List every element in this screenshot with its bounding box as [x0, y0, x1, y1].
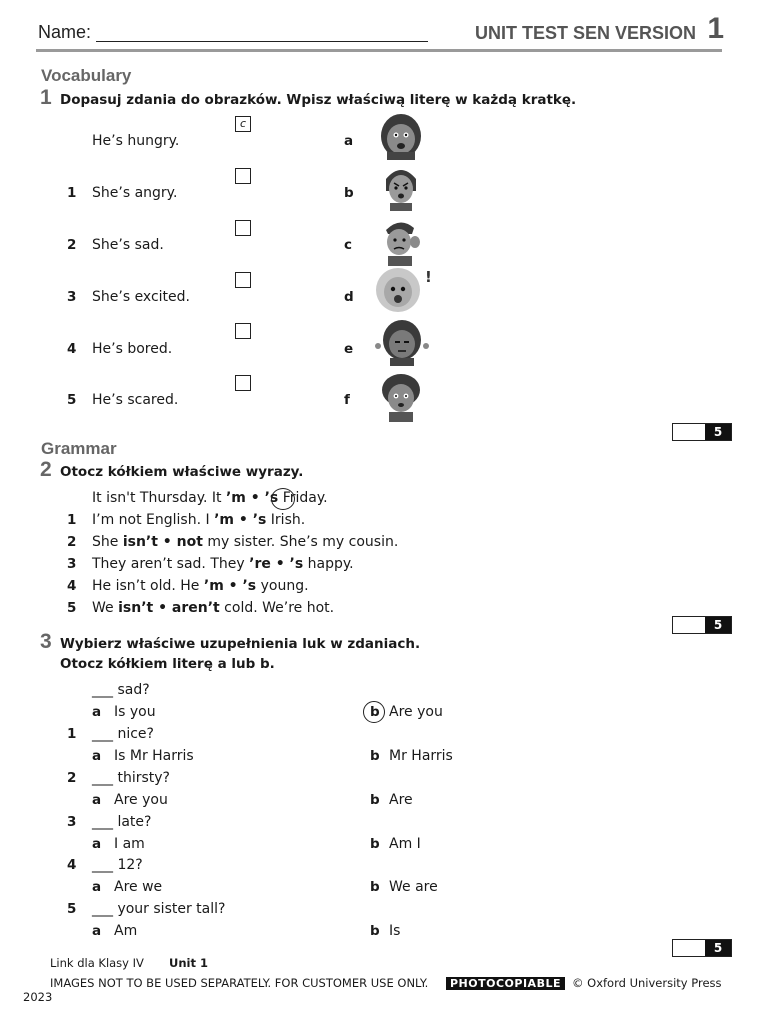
- answer-box-3[interactable]: [235, 272, 251, 288]
- hungry-boy-face-icon: [377, 112, 425, 160]
- question-text: ___ sad?: [92, 682, 150, 698]
- exercise-2-instruction: Otocz kółkiem właściwe wyrazy.: [60, 464, 304, 480]
- grammar-sentence: We isn’t • aren’t cold. We’re hot.: [92, 600, 335, 616]
- option-b-label[interactable]: b: [370, 836, 380, 852]
- question-number: 2: [67, 770, 77, 786]
- vocab-item-number: 3: [67, 289, 77, 305]
- score-box-exercise-3: [672, 939, 732, 957]
- exercise-3-number: 3: [40, 630, 52, 653]
- question-text: ___ late?: [92, 814, 152, 830]
- question-text: ___ 12?: [92, 857, 143, 873]
- vocab-sentence: He’s hungry.: [92, 133, 180, 149]
- vocab-sentence: She’s excited.: [92, 289, 190, 305]
- option-2[interactable]: aren’t: [171, 600, 220, 616]
- answer-box-1[interactable]: [235, 168, 251, 184]
- option-a-label[interactable]: a: [92, 704, 102, 720]
- score-max: 5: [705, 617, 731, 633]
- option-1[interactable]: ’re: [249, 556, 271, 572]
- excited-girl-face-icon: [372, 266, 430, 314]
- footer-year: 2023: [23, 990, 53, 1004]
- grammar-item-number: 5: [67, 600, 77, 616]
- picture-letter: b: [344, 185, 354, 201]
- option-a-text: Is you: [114, 704, 156, 720]
- angry-girl-face-icon: [380, 163, 422, 211]
- vocab-item-number: 4: [67, 341, 77, 357]
- picture-letter: f: [344, 392, 350, 408]
- bored-boy-face-icon: [372, 318, 432, 366]
- picture-letter: d: [344, 289, 354, 305]
- option-a-text: Are we: [114, 879, 163, 895]
- vocab-sentence: She’s sad.: [92, 237, 164, 253]
- option-a-label[interactable]: a: [92, 879, 102, 895]
- option-2-circled[interactable]: ’s: [264, 490, 279, 506]
- footer-notice: IMAGES NOT TO BE USED SEPARATELY. FOR CUSTOMER USE ONLY.: [50, 976, 429, 990]
- grammar-sentence: It isn't Thursday. It ’m • ’s Friday.: [92, 490, 328, 506]
- option-a-label[interactable]: a: [92, 836, 102, 852]
- vocab-sentence: He’s bored.: [92, 341, 173, 357]
- option-b-text: Are: [389, 792, 413, 808]
- exercise-2-number: 2: [40, 458, 52, 481]
- answer-box-5[interactable]: [235, 375, 251, 391]
- question-number: 1: [67, 726, 77, 742]
- name-input-line[interactable]: [96, 41, 428, 42]
- score-box-exercise-1: [672, 423, 732, 441]
- option-a-label[interactable]: a: [92, 923, 102, 939]
- vocab-item-number: 1: [67, 185, 77, 201]
- option-b-label-circled[interactable]: b: [370, 704, 380, 720]
- grammar-item-number: 2: [67, 534, 77, 550]
- scared-boy-face-icon: [378, 372, 424, 422]
- answer-box-2[interactable]: [235, 220, 251, 236]
- grammar-item-number: 4: [67, 578, 77, 594]
- option-b-label[interactable]: b: [370, 792, 380, 808]
- option-a-text: Are you: [114, 792, 168, 808]
- option-1[interactable]: ’m: [214, 512, 234, 528]
- grammar-item-number: 1: [67, 512, 77, 528]
- question-text: ___ nice?: [92, 726, 154, 742]
- footer-copyright: © Oxford University Press: [572, 976, 722, 990]
- option-b-label[interactable]: b: [370, 879, 380, 895]
- picture-letter: c: [344, 237, 353, 253]
- vocabulary-section-title: Vocabulary: [41, 66, 132, 85]
- exercise-3-instruction-line-2: Otocz kółkiem literę a lub b.: [60, 656, 275, 672]
- answer-box-example: c: [235, 116, 251, 132]
- question-number: 3: [67, 814, 77, 830]
- answer-circle-example: [363, 701, 385, 723]
- question-text: ___ your sister tall?: [92, 901, 226, 917]
- exclamation-mark: !: [425, 268, 432, 286]
- question-text: ___ thirsty?: [92, 770, 170, 786]
- exercise-1-number: 1: [40, 86, 52, 109]
- option-a-text: I am: [114, 836, 145, 852]
- option-2[interactable]: ’s: [242, 578, 257, 594]
- option-a-text: Is Mr Harris: [114, 748, 194, 764]
- photocopiable-badge: PHOTOCOPIABLE: [446, 977, 565, 990]
- grammar-sentence: He isn’t old. He ’m • ’s young.: [92, 578, 309, 594]
- unit-number: 1: [707, 12, 724, 45]
- option-1[interactable]: isn’t: [122, 534, 158, 550]
- option-1[interactable]: isn’t: [118, 600, 154, 616]
- vocab-item-number: 5: [67, 392, 77, 408]
- grammar-item-number: 3: [67, 556, 77, 572]
- vocab-sentence: He’s scared.: [92, 392, 179, 408]
- option-b-label[interactable]: b: [370, 923, 380, 939]
- option-1[interactable]: ’m: [225, 490, 246, 506]
- footer-book-title: Link dla Klasy IV: [50, 956, 144, 970]
- header-divider: [36, 49, 722, 52]
- vocab-sentence: She’s angry.: [92, 185, 178, 201]
- option-a-label[interactable]: a: [92, 792, 102, 808]
- option-b-text: Is: [389, 923, 401, 939]
- option-2[interactable]: not: [176, 534, 203, 550]
- footer-unit: Unit 1: [169, 956, 208, 970]
- question-number: 5: [67, 901, 77, 917]
- grammar-section-title: Grammar: [41, 439, 117, 458]
- test-title: UNIT TEST SEN VERSION: [474, 23, 696, 43]
- option-a-label[interactable]: a: [92, 748, 102, 764]
- option-2[interactable]: ’s: [252, 512, 267, 528]
- vocab-item-number: 2: [67, 237, 77, 253]
- score-box-exercise-2: [672, 616, 732, 634]
- exercise-3-instruction-line-1: Wybierz właściwe uzupełnienia luk w zdaniach.: [60, 636, 421, 652]
- grammar-sentence: I’m not English. I ’m • ’s Irish.: [92, 512, 306, 528]
- option-1[interactable]: ’m: [203, 578, 224, 594]
- option-2[interactable]: ’s: [289, 556, 304, 572]
- question-number: 4: [67, 857, 77, 873]
- grammar-sentence: She isn’t • not my sister. She’s my cousin.: [92, 534, 399, 550]
- sad-girl-face-icon: [380, 216, 424, 266]
- option-b-text: Am I: [389, 836, 421, 852]
- answer-circle-example: [271, 488, 295, 510]
- option-a-text: Am: [114, 923, 138, 939]
- picture-letter: e: [344, 341, 354, 357]
- score-max: 5: [705, 424, 731, 440]
- option-b-text: Are you: [389, 704, 443, 720]
- option-b-text: Mr Harris: [389, 748, 453, 764]
- exercise-1-instruction: Dopasuj zdania do obrazków. Wpisz właściwą literę w każdą kratkę.: [60, 92, 577, 108]
- name-label: Name:: [38, 22, 92, 42]
- answer-box-4[interactable]: [235, 323, 251, 339]
- option-b-label[interactable]: b: [370, 748, 380, 764]
- score-max: 5: [705, 940, 731, 956]
- picture-letter: a: [344, 133, 354, 149]
- option-b-text: We are: [389, 879, 438, 895]
- grammar-sentence: They aren’t sad. They ’re • ’s happy.: [92, 556, 354, 572]
